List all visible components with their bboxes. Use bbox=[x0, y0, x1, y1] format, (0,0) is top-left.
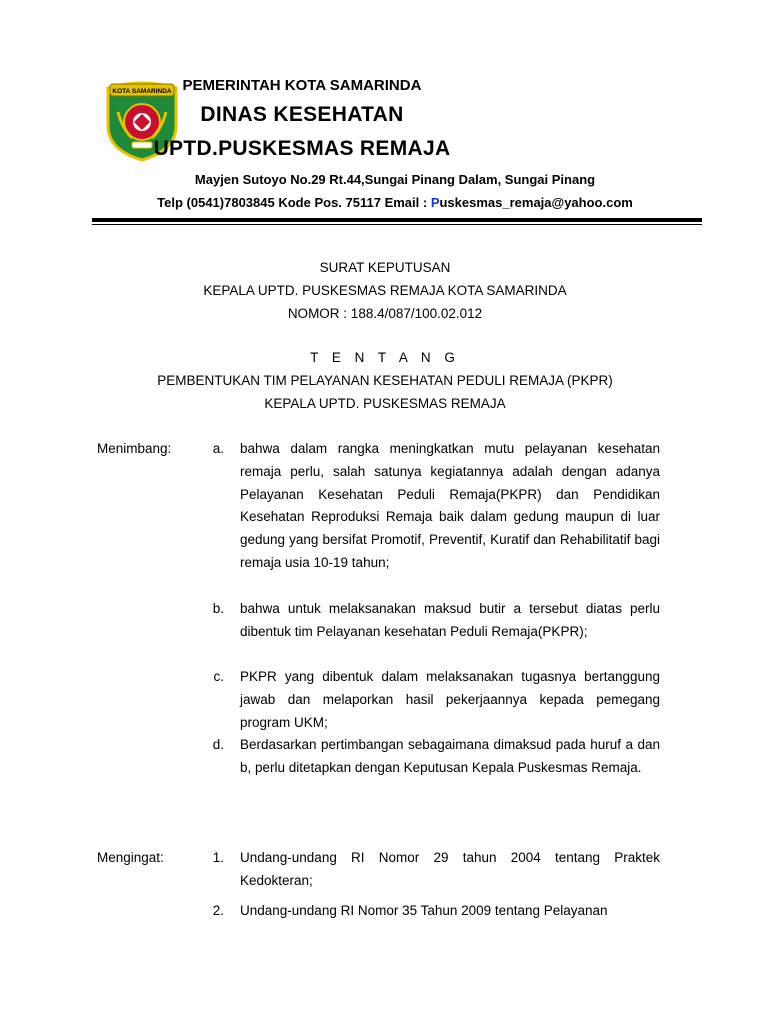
mengingat-label: Mengingat: bbox=[97, 850, 164, 865]
mengingat-item-1: Undang-undang RI Nomor 29 tahun 2004 tentang Praktek Kedokteran; bbox=[240, 850, 660, 888]
issuer: KEPALA UPTD. PUSKESMAS REMAJA KOTA SAMARINDA bbox=[203, 283, 567, 298]
menimbang-label: Menimbang: bbox=[97, 441, 172, 456]
menimbang-marker-d: d. bbox=[212, 737, 224, 752]
unit-name: UPTD.PUSKESMAS REMAJA bbox=[153, 137, 451, 160]
decree-number: NOMOR : 188.4/087/100.02.012 bbox=[287, 306, 483, 321]
address-line: Mayjen Sutoyo No.29 Rt.44,Sungai Pinang Dalam, Sungai Pinang bbox=[194, 172, 596, 187]
government-name: PEMERINTAH KOTA SAMARINDA bbox=[182, 77, 422, 94]
email-first-letter: P bbox=[430, 195, 440, 210]
menimbang-item-b: bahwa untuk melaksanakan maksud butir a tersebut diatas perlu dibentuk tim Pelayanan kesehatan Peduli Remaja(PKPR); bbox=[240, 601, 660, 639]
about-heading: T E N T A N G bbox=[310, 350, 460, 365]
logo-banner-text: KOTA SAMARINDA bbox=[112, 88, 172, 95]
mengingat-item-2: Undang-undang RI Nomor 35 Tahun 2009 tentang Pelayanan bbox=[240, 903, 608, 918]
doc-type: SURAT KEPUTUSAN bbox=[319, 260, 451, 275]
menimbang-marker-a: a. bbox=[212, 441, 224, 456]
menimbang-marker-b: b. bbox=[212, 601, 224, 616]
mengingat-marker-2: 2. bbox=[212, 903, 224, 918]
letterhead-rule-thick bbox=[92, 218, 702, 222]
menimbang-item-a: bahwa dalam rangka meningkatkan mutu pelayanan kesehatan remaja perlu, salah satunya kegiatannya adalah dengan adanya Pelayanan Kesehatan Peduli Remaja(PKPR) dan Pendidikan Kesehatan Reproduksi Remaja baik dalam gedung maupun di luar gedung yang bersifat Promotif, Preventif, Kuratif dan Rehabilitatif bagi remaja usia 10-19 tahun; bbox=[240, 441, 660, 570]
mengingat-marker-1: 1. bbox=[212, 850, 224, 865]
email-rest: uskesmas_remaja@yahoo.com bbox=[439, 195, 633, 210]
subject-line-2: KEPALA UPTD. PUSKESMAS REMAJA bbox=[264, 396, 506, 411]
contact-line bbox=[100, 195, 690, 210]
subject-line-1: PEMBENTUKAN TIM PELAYANAN KESEHATAN PEDULI REMAJA (PKPR) bbox=[157, 373, 613, 388]
contact-prefix: Telp (0541)7803845 Kode Pos. 75117 Email : bbox=[157, 195, 431, 210]
email-link[interactable] bbox=[431, 195, 633, 210]
letterhead-rule-thin bbox=[92, 224, 702, 225]
menimbang-marker-c: c. bbox=[213, 669, 224, 684]
menimbang-item-d: Berdasarkan pertimbangan sebagaimana dimaksud pada huruf a dan b, perlu ditetapkan dengan Keputusan Kepala Puskesmas Remaja. bbox=[240, 737, 660, 775]
department-name: DINAS KESEHATAN bbox=[200, 103, 404, 126]
menimbang-item-c: PKPR yang dibentuk dalam melaksanakan tugasnya bertanggung jawab dan melaporkan hasil pekerjaannya kepada pemegang program UKM; bbox=[240, 669, 660, 730]
